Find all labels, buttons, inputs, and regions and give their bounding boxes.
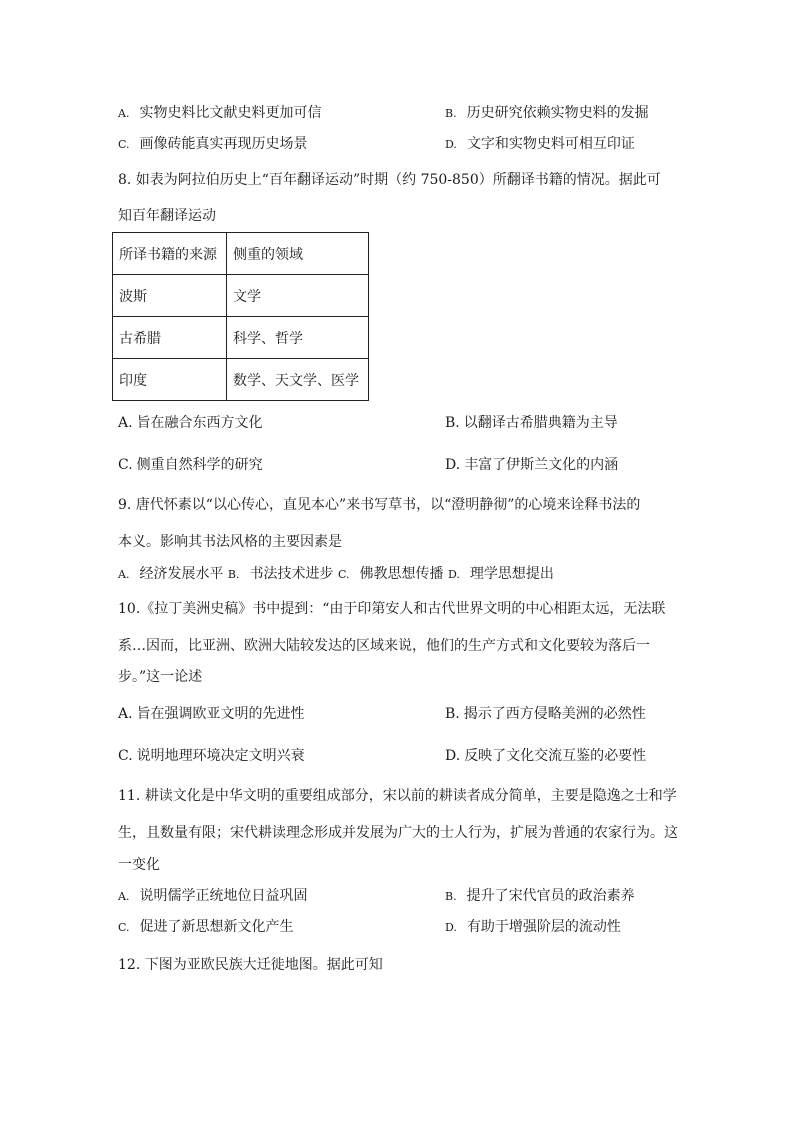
q11-stem-line-2: 生，且数量有限；宋代耕读理念形成并发展为广大的士人行为，扩展为普通的农家行为。这 [118, 825, 678, 841]
q8-option-a [118, 414, 263, 432]
q11-option-c [118, 918, 294, 937]
option-label: D. [445, 457, 461, 473]
option-label: A. [118, 568, 130, 581]
option-text: 实物史料比文献史料更加可信 [139, 105, 322, 121]
option-text: 文字和实物史料可相互印证 [466, 136, 635, 152]
option-text: 有助于增强阶层的流动性 [466, 919, 621, 935]
q10-option-c [118, 747, 305, 765]
option-text: 以翻译古希腊典籍为主导 [463, 415, 618, 431]
q8-option-d [445, 456, 618, 474]
option-text: 旨在强调欧亚文明的先进性 [136, 706, 305, 722]
option-label: C. [118, 748, 133, 764]
q12-stem-line-1: 12. 下图为亚欧民族大迁徙地图。据此可知 [118, 957, 383, 973]
option-text: 侧重自然科学的研究 [136, 457, 263, 473]
q10-stem-line-1: 10.《拉丁美洲史稿》书中提到：“由于印第安人和古代世界文明的中心相距太远，无法联 [118, 601, 666, 617]
q11-stem-line-3: 一变化 [118, 857, 160, 873]
q7-option-a [118, 104, 321, 123]
option-label: D. [445, 748, 461, 764]
option-label: D. [447, 568, 460, 581]
table-cell: 文学 [227, 275, 369, 317]
option-label: B. [445, 706, 460, 722]
q9-options-row [118, 565, 554, 584]
option-label: A. [118, 107, 130, 120]
option-text: 经济发展水平 [139, 566, 224, 582]
option-label: D. [445, 921, 457, 934]
q8-option-c [118, 456, 263, 474]
table-cell: 波斯 [113, 275, 227, 317]
q11-stem-line-1: 11. 耕读文化是中华文明的重要组成部分，宋以前的耕读者成分简单，主要是隐逸之士和学 [118, 788, 677, 804]
q8-stem-line-1: 8. 如表为阿拉伯历史上“百年翻译运动”时期（约 750-850）所翻译书籍的情况。据此可 [118, 172, 661, 188]
table-cell: 印度 [113, 359, 227, 401]
q11-option-a [118, 887, 307, 906]
q7-option-d [445, 135, 635, 154]
option-label: B. [445, 415, 460, 431]
table-header-row [113, 233, 369, 275]
table-cell: 科学、哲学 [227, 317, 369, 359]
option-text: 书法技术进步 [249, 566, 334, 582]
q8-stem-line-2: 知百年翻译运动 [118, 208, 216, 224]
q10-option-b [445, 705, 646, 723]
option-text: 说明地理环境决定文明兴衰 [136, 748, 305, 764]
q11-option-b [445, 887, 635, 906]
q10-option-d [445, 747, 646, 765]
option-text: 丰富了伊斯兰文化的内涵 [464, 457, 619, 473]
q10-stem-line-2: 系…因而，比亚洲、欧洲大陆较发达的区域来说，他们的生产方式和文化要较为落后一 [118, 638, 650, 654]
option-text: 旨在融合东西方文化 [136, 415, 263, 431]
option-text: 画像砖能真实再现历史场景 [139, 136, 308, 152]
q7-option-c [118, 135, 308, 154]
q10-stem-line-3: 步。”这一论述 [118, 669, 203, 685]
option-text: 反映了文化交流互鉴的必要性 [464, 748, 647, 764]
q8-table [112, 232, 369, 401]
option-label: C. [118, 457, 133, 473]
q9-stem-line-1: 9. 唐代怀素以“以心传心，直见本心”来书写草书，以“澄明静彻”的心境来诠释书法的 [118, 497, 641, 513]
q9-stem-line-2: 本义。影响其书法风格的主要因素是 [118, 534, 342, 550]
option-label: D. [445, 138, 457, 151]
table-header-cell: 侧重的领域 [227, 233, 369, 275]
option-label: A. [118, 706, 133, 722]
option-label: B. [445, 890, 457, 903]
option-text: 促进了新思想新文化产生 [139, 919, 294, 935]
option-label: B. [445, 107, 457, 120]
q10-option-a [118, 705, 305, 723]
q8-option-b [445, 414, 618, 432]
table-cell: 数学、天文学、医学 [227, 359, 369, 401]
option-label: B. [227, 568, 240, 581]
table-row [113, 275, 369, 317]
option-text: 理学思想提出 [469, 566, 554, 582]
option-text: 揭示了西方侵略美洲的必然性 [463, 706, 646, 722]
option-label: C. [118, 138, 130, 151]
option-label: A. [118, 415, 133, 431]
table-cell: 古希腊 [113, 317, 227, 359]
option-label: A. [118, 890, 130, 903]
option-label: C. [118, 921, 130, 934]
q7-option-b [445, 104, 649, 123]
table-row [113, 359, 369, 401]
option-label: C. [337, 568, 350, 581]
option-text: 提升了宋代官员的政治素养 [466, 888, 635, 904]
q11-option-d [445, 918, 621, 937]
option-text: 佛教思想传播 [359, 566, 444, 582]
table-header-cell: 所译书籍的来源 [113, 233, 227, 275]
option-text: 说明儒学正统地位日益巩固 [139, 888, 308, 904]
table-row [113, 317, 369, 359]
option-text: 历史研究依赖实物史料的发掘 [466, 105, 649, 121]
